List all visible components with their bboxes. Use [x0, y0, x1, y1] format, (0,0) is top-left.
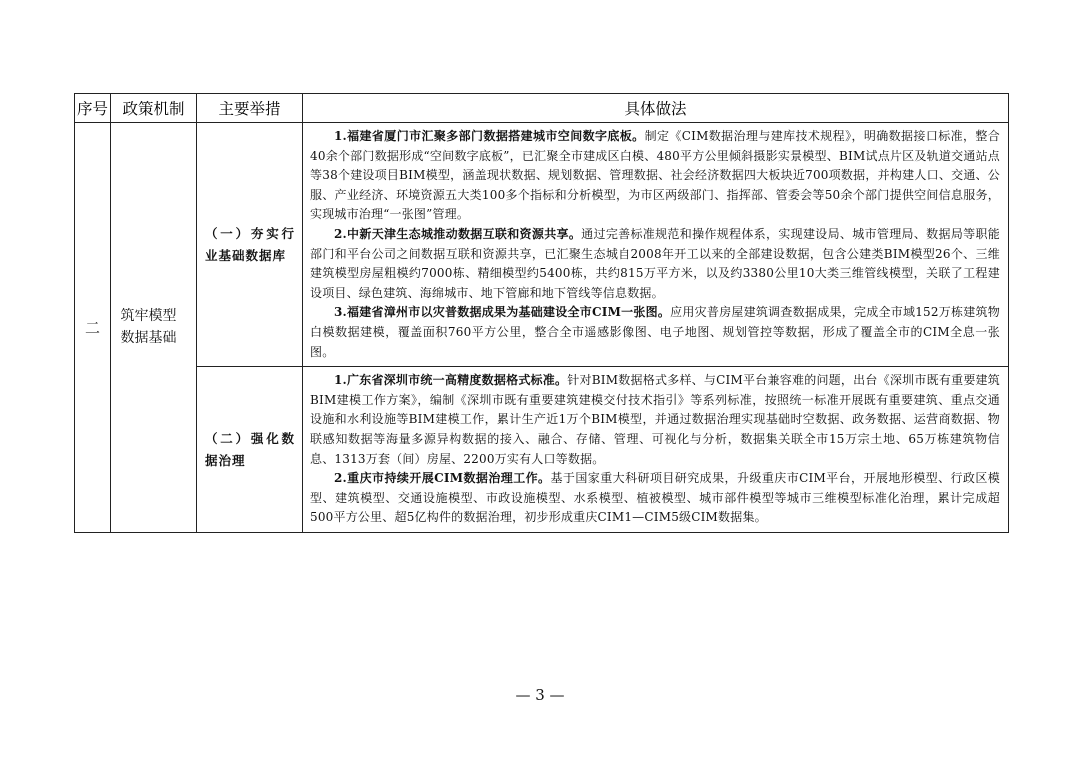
practice-item: [310, 469, 1000, 528]
practice-title: 1.福建省厦门市汇聚多部门数据搭建城市空间数字底板。: [334, 129, 645, 143]
table-header-row: [75, 94, 1009, 123]
policy-mechanism-text: 筑牢模型数据基础: [120, 308, 177, 347]
measure-cell: （一）夯实行业基础数据库: [197, 123, 303, 367]
practice-cell: [303, 123, 1009, 367]
practice-item: [310, 303, 1000, 362]
practice-cell: [303, 367, 1009, 533]
page-number: — 3 —: [515, 686, 565, 704]
header-mechanism: 政策机制: [111, 94, 197, 123]
practice-title: 3.福建省漳州市以灾普数据成果为基础建设全市CIM一张图。: [334, 305, 671, 320]
practice-title: 1.广东省深圳市统一高精度数据格式标准。: [334, 373, 568, 388]
practice-body: 通过完善标准规范和操作规程体系，实现建设局、城市管理局、数据局等职能部门和平台公司之间数据互联和资源共享，已汇聚生态城自2008年开工以来的全部建设数据，包含公建类BIM模型26个、三维建筑模型房屋粗模约7000栋、精细模型约5400栋，共约815万平方米，以及约3380公里10大类三维管线模型，关联了工程建设项目、绿色建筑、海绵城市、地下管廊和地下管线等信息数据。: [310, 226, 1000, 300]
practice-title: 2.中新天津生态城推动数据互联和资源共享。: [334, 226, 582, 241]
practice-body: 基于国家重大科研项目研究成果，升级重庆市CIM平台，开展地形模型、行政区模型、建筑模型、交通设施模型、市政设施模型、水系模型、植被模型、城市部件模型等城市三维模型标准化治理，累计完成超500平方公里、超5亿构件的数据治理，初步形成重庆CIM1—CIM5级CIM数据集。: [310, 471, 1000, 525]
table-row: [75, 123, 1009, 367]
measure-cell: （二）强化数据治理: [197, 367, 303, 533]
row-number: 二: [75, 123, 111, 533]
practice-item: [310, 371, 1000, 469]
practice-item: [310, 127, 1000, 225]
policy-table: [74, 93, 1009, 533]
practice-title: 2.重庆市持续开展CIM数据治理工作。: [334, 471, 551, 486]
header-measure: 主要举措: [197, 94, 303, 123]
practice-body: 制定《CIM数据治理与建库技术规程》，明确数据接口标准，整合40余个部门数据形成“空间数字底板”，已汇聚全市建成区白模、480平方公里倾斜摄影实景模型、BIM试点片区及轨道交通站点等38个建设项目BIM模型，涵盖现状数据、规划数据、管理数据、社会经济数据四大板块近700项数据，并构建人口、交通、公服、产业经济、环境资源五大类100多个指标和分析模型，为市区两级部门、指挥部、管委会等50余个部门提供空间信息服务，实现城市治理“一张图”管理。: [310, 129, 1000, 222]
header-practice: 具体做法: [303, 94, 1009, 123]
policy-mechanism: [111, 123, 197, 533]
practice-body: 应用灾普房屋建筑调查数据成果，完成全市域152万栋建筑物白模数据建模，覆盖面积760平方公里，整合全市遥感影像图、电子地图、规划管控等数据，形成了覆盖全市的CIM全息一张图。: [310, 305, 1000, 359]
header-seq: 序号: [75, 94, 111, 123]
practice-item: [310, 225, 1000, 303]
practice-body: 针对BIM数据格式多样、与CIM平台兼容难的问题，出台《深圳市既有重要建筑BIM建模工作方案》，编制《深圳市既有重要建筑建模交付技术指引》等系列标准，按照统一标准开展既有重要建筑、重点交通设施和水利设施等BIM建模工作，累计生产近1万个BIM模型，并通过数据治理实现基础时空数据、政务数据、运营商数据、物联感知数据等海量多源异构数据的接入、融合、存储、管理、可视化与分析，数据集关联全市15万宗土地、65万栋建筑物信息、1313万套（间）房屋、2200万实有人口等数据。: [310, 373, 1000, 466]
table-row: [75, 367, 1009, 533]
